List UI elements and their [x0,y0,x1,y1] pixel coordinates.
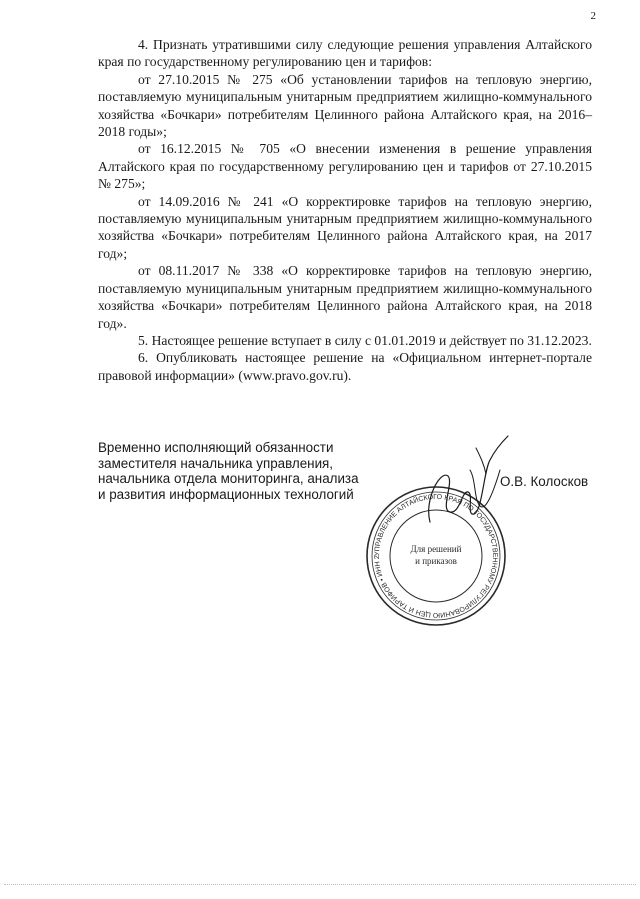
document-body [98,36,592,384]
paragraph-clause-5: 5. Настоящее решение вступает в силу с 01.01.2019 и действует по 31.12.2023. [138,332,592,348]
handwritten-signature [410,430,530,540]
signer-position-line: Временно исполняющий обязанности [98,440,334,455]
paragraph-repeal-705: от 16.12.2015 № 705 «О внесении изменения в решение управления Алтайского края по государственному регулированию цен и тарифов от 27.10.2015 № 275»; [98,141,592,192]
signer-position-line: и развития информационных технологий [98,486,354,502]
paragraph-clause-6: 6. Опубликовать настоящее решение на «Официальном интернет-портале правовой информации» (www.pravo.gov.ru). [98,350,592,383]
paragraph-repeal-338: от 08.11.2017 № 338 «О корректировке тарифов на тепловую энергию, поставляемую муниципальным унитарным предприятием жилищно-коммунального хозяйства «Бочкари» потребителям Целинного района Алтайского края, на 2018 год». [98,263,592,331]
signer-position-line: заместителя начальника управления, [98,455,334,471]
paragraph-repeal-275: от 27.10.2015 № 275 «Об установлении тарифов на тепловую энергию, поставляемую муниципальным унитарным предприятием жилищно-коммунального хозяйства «Бочкари» потребителям Целинного района Алтайского края, на 2016–2018 годы»; [98,71,592,140]
seal-inner-text-1: Для решений [410,544,462,554]
page-number: 2 [590,10,596,22]
seal-inner-text-2: и приказов [415,556,457,566]
signer-position-line: начальника отдела мониторинга, анализа [98,471,359,487]
paragraph-repeal-241: от 14.09.2016 № 241 «О корректировке тарифов на тепловую энергию, поставляемую муниципальным унитарным предприятием жилищно-коммунального хозяйства «Бочкари» потребителям Целинного района Алтайского края, на 2017 год»; [98,193,592,261]
paragraph-clause-4: 4. Признать утратившими силу следующие решения управления Алтайского края по государственному регулированию цен и тарифов: [98,37,592,70]
page-bottom-edge [4,884,636,885]
seal-ring-textpath: УПРАВЛЕНИЕ АЛТАЙСКОГО КРАЯ ПО ГОСУДАРСТВЕННОМУ РЕГУЛИРОВАНИЮ ЦЕН И ТАРИФОВ • ИНН 2 [373,493,499,619]
signer-position [98,440,368,502]
signer-name: О.В. Колосков [500,474,589,489]
